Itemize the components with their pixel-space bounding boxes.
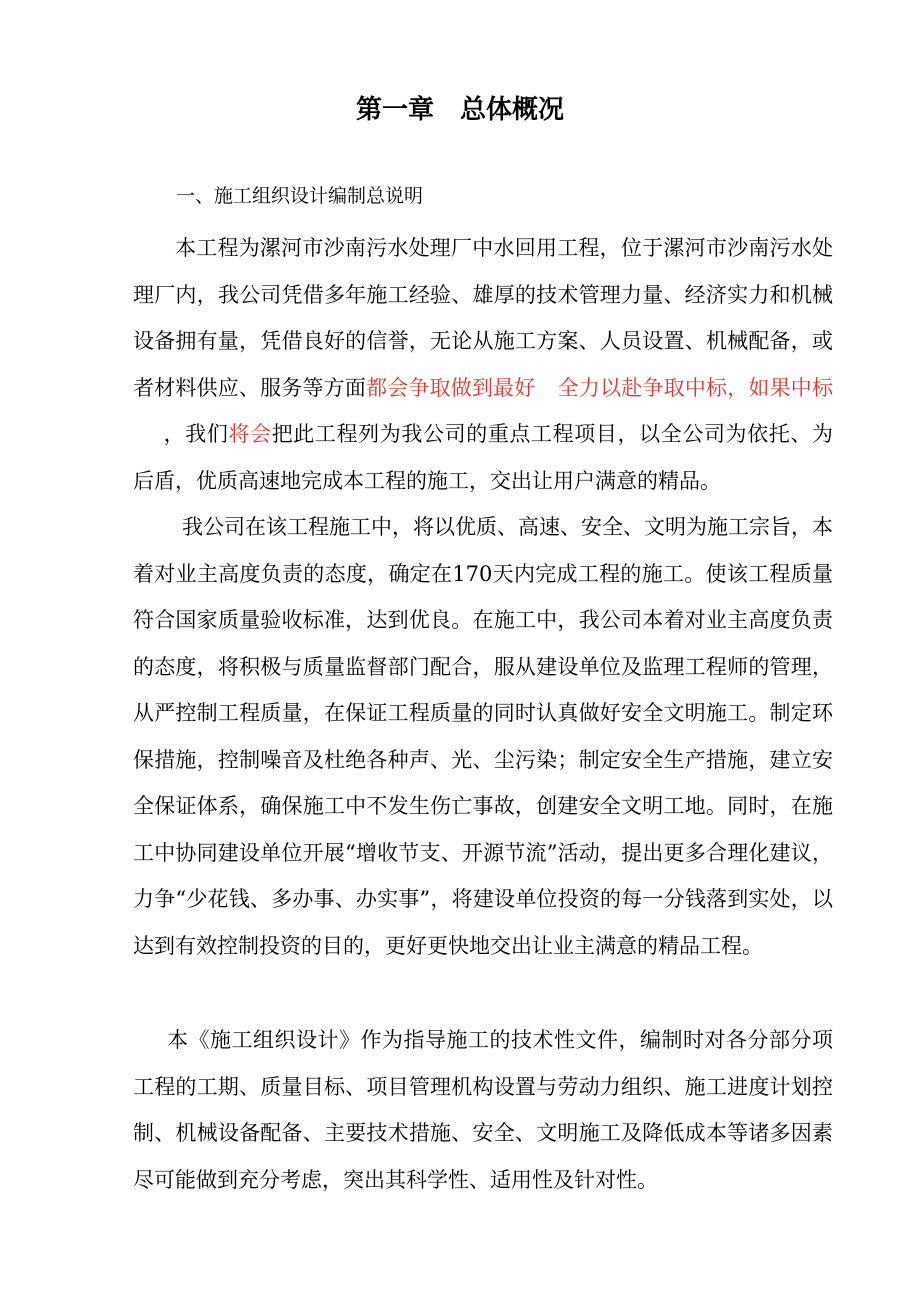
chapter-name: 总体概况 xyxy=(460,95,565,125)
chapter-title xyxy=(0,88,920,132)
chapter-number: 第一章 xyxy=(355,95,434,125)
paragraph-purpose: 本《施工组织设计》作为指导施工的技术性文件，编制时对各分部分项工程的工期、质量目标、项目管理机构设置与劳动力组织、施工进度计划控制、机械设备配备、主要技术措施、安全、文明施工及降低成本等诸多因素尽可能做到充分考虑，突出其科学性、适用性及针对性。 xyxy=(133,1028,833,1192)
paragraph-intro-text-c: 把此工程列为我公司的重点工程项目，以全公司为依托、为后盾，优质高速地完成本工程的施工，交出让用户满意的精品。 xyxy=(133,422,834,493)
paragraph-intro-text-b: ，我们 xyxy=(163,422,229,446)
paragraph-intro-text-a: 本工程为漯河市沙南污水处理厂中水回用工程，位于漯河市沙南污水处理厂内，我公司凭借多年施工经验、雄厚的技术管理力量、经济实力和机械设备拥有量，凭借良好的信誉，无论从施工方案、人员设置、机械配备，或者材料供应、服务等方面 xyxy=(133,236,833,400)
paragraph-intro xyxy=(133,225,833,504)
highlight-text-3: 将会 xyxy=(228,422,272,446)
highlight-text-1: 都会争取做到最好 xyxy=(366,375,536,400)
section-heading: 一、施工组织设计编制总说明 xyxy=(176,185,424,207)
highlight-text-2: 全力以赴争取中标，如果中标 xyxy=(557,375,833,400)
paragraph-commitment: 我公司在该工程施工中，将以优质、高速、安全、文明为施工宗旨，本着对业主高度负责的态度，确定在170天内完成工程的施工。使该工程质量符合国家质量验收标准，达到优良。在施工中，我公司本着对业主高度负责的态度，将积极与质量监督部门配合，服从建设单位及监理工程师的管理，从严控制工程质量，在保证工程质量的同时认真做好安全文明施工。制定环保措施，控制噪音及杜绝各种声、光、尘污染；制定安全生产措施，建立安全保证体系，确保施工中不发生伤亡事故，创建安全文明工地。同时，在施工中协同建设单位开展“增收节支、开源节流”活动，提出更多合理化建议，力争“少花钱、多办事、办实事”，将建设单位投资的每一分钱落到实处，以达到有效控制投资的目的，更好更快地交出让业主满意的精品工程。 xyxy=(133,515,833,958)
